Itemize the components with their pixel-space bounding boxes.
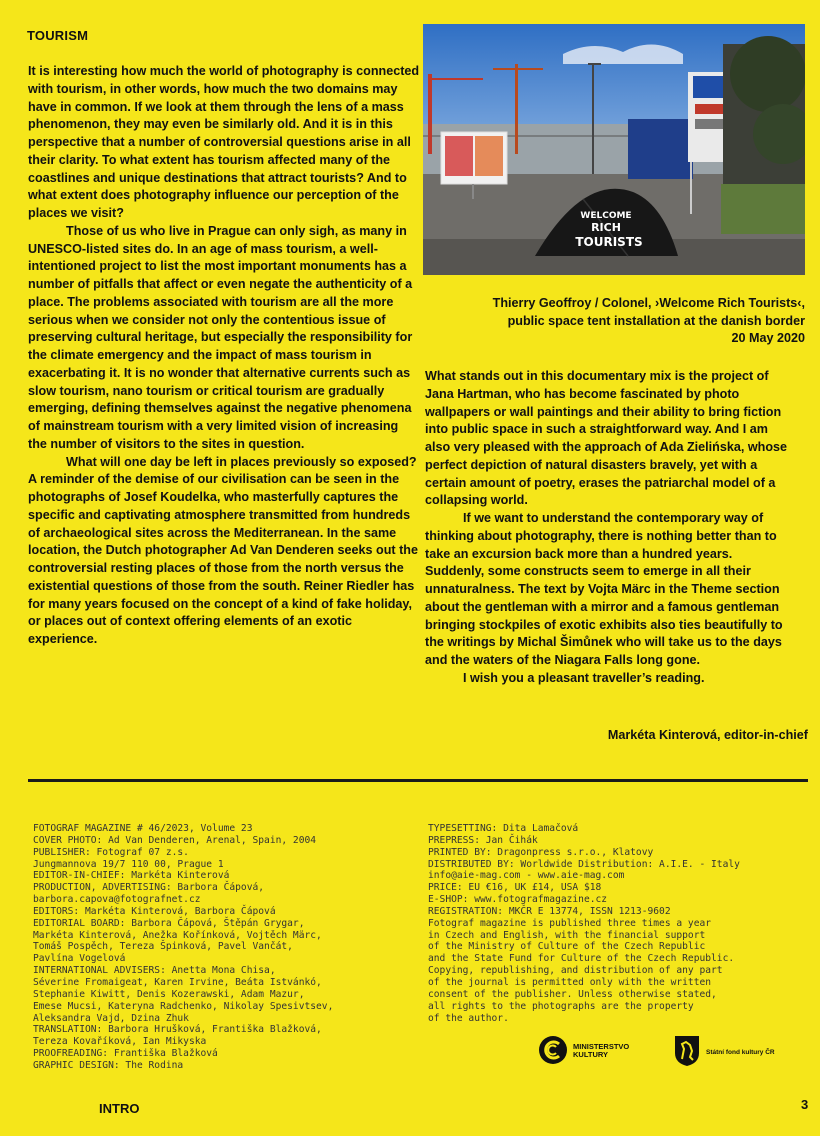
credit-line: Tomáš Pospěch, Tereza Špinková, Pavel Vančát, xyxy=(33,941,293,953)
credit-line: INTERNATIONAL ADVISERS: Anetta Mona Chisa, xyxy=(33,965,276,977)
page-number: 3 xyxy=(801,1097,809,1112)
ministry-of-culture-logo xyxy=(538,1035,648,1069)
credit-line: PRINTED BY: Dragonpress s.r.o., Klatovy xyxy=(428,846,654,858)
footer-section-label: INTRO xyxy=(99,1101,140,1116)
signature: Markéta Kinterová, editor-in-chief xyxy=(607,728,808,742)
state-fund-logo xyxy=(674,1035,784,1069)
divider-rule xyxy=(28,779,808,782)
credit-line: Tereza Kovaříková, Ian Mikyska xyxy=(33,1036,207,1048)
tent-text-tourists: TOURISTS xyxy=(575,235,643,249)
credit-line: PROOFREADING: Františka Blažková xyxy=(33,1048,218,1060)
body-paragraph: What stands out in this documentary mix is the project of Jana Hartman, who has become fascinated by photo wallpapers or wall paintings and their ability to bring fiction into public space in such a straightforward way. And I am also very pleased with the approach of Ada Zielińska, whose perfect depiction of natural disasters bravely, yet with a certain amount of poetry, erases the patriarchal model of a collapsing world. xyxy=(425,369,788,508)
credit-line: DISTRIBUTED BY: Worldwide Distribution: A.I.E. - Italy xyxy=(428,858,740,870)
credit-line: EDITORIAL BOARD: Barbora Čápová, Štěpán Grygar, xyxy=(33,917,305,929)
credit-line: Aleksandra Vajd, Dzina Zhuk xyxy=(33,1012,189,1024)
credit-line: PREPRESS: Jan Čihák xyxy=(428,834,538,846)
state-fund-logo-text: Státní fond kultury ČR xyxy=(706,1049,775,1056)
credit-line: GRAPHIC DESIGN: The Rodina xyxy=(33,1059,184,1071)
credit-line: of the Ministry of Culture of the Czech Republic xyxy=(428,941,706,953)
credit-line: COVER PHOTO: Ad Van Denderen, Arenal, Spain, 2004 xyxy=(33,834,317,846)
credit-line: info@aie-mag.com - www.aie-mag.com xyxy=(428,870,625,882)
credit-line: Emese Mucsi, Kateryna Radchenko, Nikolay Spesivtsev, xyxy=(33,1000,334,1012)
credit-line: EDITOR-IN-CHIEF: Markéta Kinterová xyxy=(33,870,230,882)
left-column xyxy=(28,63,420,649)
credit-line: Markéta Kinterová, Anežka Kořínková, Vojtěch Märc, xyxy=(33,929,322,941)
tent-text-rich: RICH xyxy=(591,221,621,234)
body-paragraph: If we want to understand the contemporary way of thinking about photography, there is nothing better than to take an excursion back more than a hundred years. Suddenly, some constructs seem to emerge in all their unnaturalness. The text by Vojta Märc in the Theme section about the gentleman with a mirror and a famous gentleman bringing stockpiles of exotic exhibits also ties beautifully to the writings by Michal Šimůnek who will take us to the days and the waters of the Niagara Falls long gone. xyxy=(425,511,783,667)
body-paragraph: Those of us who live in Prague can only sigh, as many in UNESCO-listed sites do. In an age of mass tourism, a well-intentioned project to list the most important monuments has a number of pitfalls that affect or even negate the authenticity of a place. The problems associated with tourism are all the more serious when we consider not only the contentious issue of preserving cultural heritage, but especially the responsibility for the climate emergency and the impact of mass tourism in exacerbating it. It is no wonder that alternative currents such as slow tourism, nano tourism or critical tourism are gradually emerging, defining themselves against the negative phenomena of mainstream tourism with a very limited vision of increasing the number of visitors to the sites in question. xyxy=(28,223,413,451)
credit-line: FOTOGRAF MAGAZINE # 46/2023, Volume 23 xyxy=(33,823,253,834)
caption-line: Thierry Geoffroy / Colonel, ›Welcome Rich Tourists‹, xyxy=(492,296,805,310)
ministry-emblem-icon xyxy=(538,1035,568,1065)
credit-line: of the journal is permitted only with the written xyxy=(428,976,712,988)
photo-caption xyxy=(430,295,805,348)
crane xyxy=(428,74,432,154)
photo-welcome-rich-tourists xyxy=(423,24,805,275)
credits-right xyxy=(428,823,740,1024)
credit-line: E-SHOP: www.fotografmagazine.cz xyxy=(428,894,608,906)
body-paragraph: What will one day be left in places previously so exposed? A reminder of the demise of our civilisation can be seen in the photographs of Josef Koudelka, who masterfully captures the specific and captivating atmosphere transmitted from hundreds of archaeological sites across the Mediterranean. In the same location, the Dutch photographer Ad Van Denderen seeks out the controversial resting places of those from the north versus the existential questions of those from the south. Reiner Riedler has for many years focused on the concept of a kind of fake holiday, or places out of context offering elements of an exotic experience. xyxy=(28,454,418,646)
credit-line: PRODUCTION, ADVERTISING: Barbora Čápová, xyxy=(33,882,265,894)
lion-shield-icon xyxy=(674,1035,700,1067)
ministry-logo-text: MINISTERSTVO xyxy=(573,1042,630,1051)
credit-line: Stephanie Kiwitt, Denis Kozerawski, Adam Mazur, xyxy=(33,988,305,1000)
credit-line: Jungmannova 19/7 110 00, Prague 1 xyxy=(33,858,224,870)
credit-line: Pavlína Vogelová xyxy=(33,953,126,965)
body-paragraph: It is interesting how much the world of photography is connected with tourism, in other words, how much the two domains may have in common. If we look at them through the lens of a mass phenomenon, they may even be similarly old. And it is in this perspective that a number of controversial questions arise in all their clarity. To what extent has tourism affected many of the coastlines and unique destinations that attract tourists? And to what extent does photography influence our perception of the places we visit? xyxy=(28,64,420,220)
credit-line: Séverine Fromaigeat, Karen Irvine, Beáta Istvánkó, xyxy=(33,976,322,988)
grass xyxy=(721,184,805,234)
body-paragraph: I wish you a pleasant traveller’s reading. xyxy=(463,670,705,685)
credit-line: EDITORS: Markéta Kinterová, Barbora Čápová xyxy=(33,905,276,917)
credit-line: PUBLISHER: Fotograf 07 z.s. xyxy=(33,846,189,858)
section-title: TOURISM xyxy=(27,28,89,43)
caption-line: public space tent installation at the danish border xyxy=(507,313,805,328)
credit-line: in Czech and English, with the financial support xyxy=(428,929,706,941)
ministry-logo-text: KULTURY xyxy=(573,1050,608,1059)
credit-line: and the State Fund for Culture of the Czech Republic. xyxy=(428,953,735,965)
tent-text-welcome: WELCOME xyxy=(580,211,632,221)
photo-illustration xyxy=(423,24,805,275)
credit-line: PRICE: EU €16, UK £14, USA $18 xyxy=(428,882,602,894)
credit-line: all rights to the photographs are the property xyxy=(428,1000,694,1012)
credit-line: barbora.capova@fotografnet.cz xyxy=(33,894,201,906)
credit-line: of the author. xyxy=(428,1012,509,1024)
right-column xyxy=(425,368,793,688)
credit-line: Fotograf magazine is published three times a year xyxy=(428,917,712,929)
credit-line: consent of the publisher. Unless otherwise stated, xyxy=(428,988,717,1000)
signboard xyxy=(628,119,693,179)
caption-date: 20 May 2020 xyxy=(731,331,805,345)
credits-left xyxy=(33,823,333,1072)
credit-line: TRANSLATION: Barbora Hrušková, Františka Blažková, xyxy=(33,1024,322,1036)
credit-line: Copying, republishing, and distribution of any part xyxy=(428,965,723,977)
credit-line: REGISTRATION: MKČR E 13774, ISSN 1213-9602 xyxy=(428,905,671,917)
credit-line: TYPESETTING: Dita Lamačová xyxy=(428,823,579,834)
